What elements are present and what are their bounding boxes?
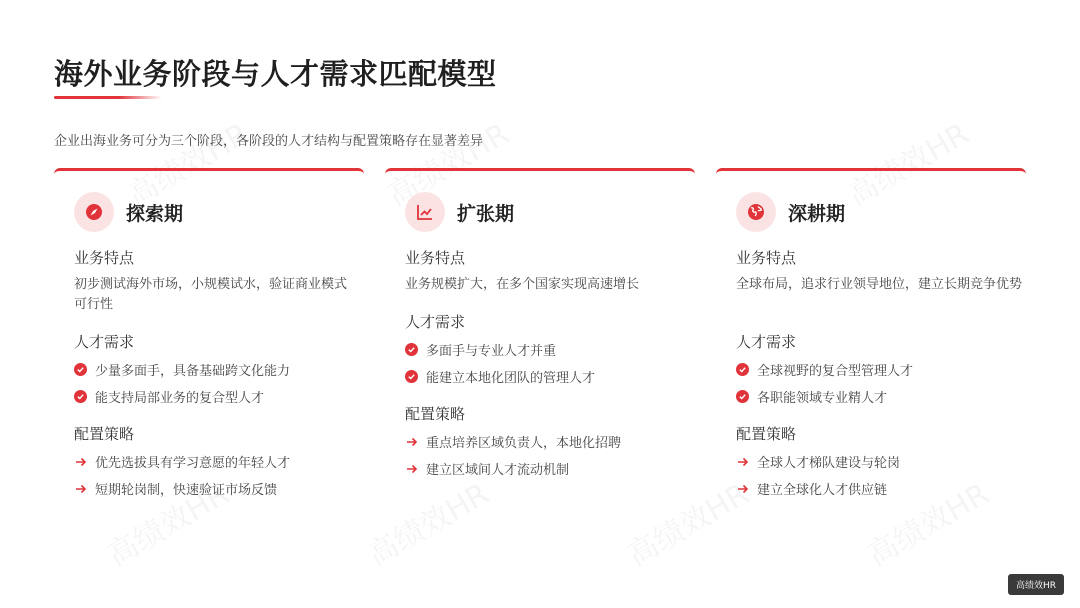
strategy-label: 配置策略 xyxy=(736,425,797,443)
list-item xyxy=(405,428,621,455)
list-item-text: 能建立本地化团队的管理人才 xyxy=(426,371,596,386)
list-item xyxy=(736,475,900,502)
list-item xyxy=(736,448,900,475)
list-item-text: 建立区域间人才流动机制 xyxy=(426,463,570,478)
strategy-label: 配置策略 xyxy=(405,405,466,423)
stage-title: 探索期 xyxy=(126,202,184,225)
talent-list xyxy=(74,356,290,410)
arrow-right-icon xyxy=(74,482,87,495)
arrow-right-icon xyxy=(736,455,749,468)
list-item-text: 重点培养区域负责人，本地化招聘 xyxy=(426,436,622,451)
list-item-text: 各职能领域专业精人才 xyxy=(757,391,888,406)
stage-title: 扩张期 xyxy=(457,202,515,225)
list-item xyxy=(405,455,621,482)
list-item xyxy=(405,336,595,363)
list-item-text: 能支持局部业务的复合型人才 xyxy=(95,391,265,406)
business-desc: 业务规模扩大，在多个国家实现高速增长 xyxy=(405,277,640,292)
line-chart-icon xyxy=(405,192,445,232)
arrow-right-icon xyxy=(405,435,418,448)
arrow-right-icon xyxy=(405,462,418,475)
list-item-text: 少量多面手，具备基础跨文化能力 xyxy=(95,364,291,379)
talent-label: 人才需求 xyxy=(736,333,797,351)
list-item-text: 建立全球化人才供应链 xyxy=(757,483,888,498)
page-subtitle: 企业出海业务可分为三个阶段，各阶段的人才结构与配置策略存在显著差异 xyxy=(54,134,484,149)
check-icon xyxy=(736,363,749,376)
globe-icon xyxy=(736,192,776,232)
talent-label: 人才需求 xyxy=(74,333,135,351)
check-icon xyxy=(405,343,418,356)
list-item xyxy=(405,363,595,390)
list-item-text: 优先选拔具有学习意愿的年轻人才 xyxy=(95,456,291,471)
list-item-text: 全球视野的复合型管理人才 xyxy=(757,364,914,379)
card-header xyxy=(74,192,183,232)
list-item xyxy=(74,448,290,475)
list-item xyxy=(736,356,913,383)
card-header xyxy=(405,192,514,232)
stage-card-deepen xyxy=(716,168,1026,508)
business-label: 业务特点 xyxy=(74,249,135,267)
talent-label: 人才需求 xyxy=(405,313,466,331)
strategy-label: 配置策略 xyxy=(74,425,135,443)
list-item-text: 短期轮岗制，快速验证市场反馈 xyxy=(95,483,278,498)
list-item-text: 全球人才梯队建设与轮岗 xyxy=(757,456,901,471)
business-desc: 全球布局，追求行业领导地位，建立长期竞争优势 xyxy=(736,277,1023,292)
list-item xyxy=(74,475,290,502)
compass-icon xyxy=(74,192,114,232)
talent-list xyxy=(736,356,913,410)
stage-card-expand xyxy=(385,168,695,508)
business-label: 业务特点 xyxy=(736,249,797,267)
business-label: 业务特点 xyxy=(405,249,466,267)
list-item xyxy=(736,383,913,410)
check-icon xyxy=(74,390,87,403)
strategy-list xyxy=(405,428,621,482)
check-icon xyxy=(405,370,418,383)
arrow-right-icon xyxy=(736,482,749,495)
title-underline xyxy=(54,96,162,99)
strategy-list xyxy=(736,448,900,502)
card-header xyxy=(736,192,845,232)
arrow-right-icon xyxy=(74,455,87,468)
stage-card-explore xyxy=(54,168,364,508)
list-item xyxy=(74,383,290,410)
check-icon xyxy=(74,363,87,376)
strategy-list xyxy=(74,448,290,502)
source-badge: 高绩效HR xyxy=(1008,574,1064,595)
stage-title: 深耕期 xyxy=(788,202,846,225)
list-item-text: 多面手与专业人才并重 xyxy=(426,344,557,359)
check-icon xyxy=(736,390,749,403)
page-title: 海外业务阶段与人才需求匹配模型 xyxy=(54,57,497,91)
talent-list xyxy=(405,336,595,390)
business-desc: 初步测试海外市场，小规模试水，验证商业模式可行性 xyxy=(74,277,348,312)
list-item xyxy=(74,356,290,383)
